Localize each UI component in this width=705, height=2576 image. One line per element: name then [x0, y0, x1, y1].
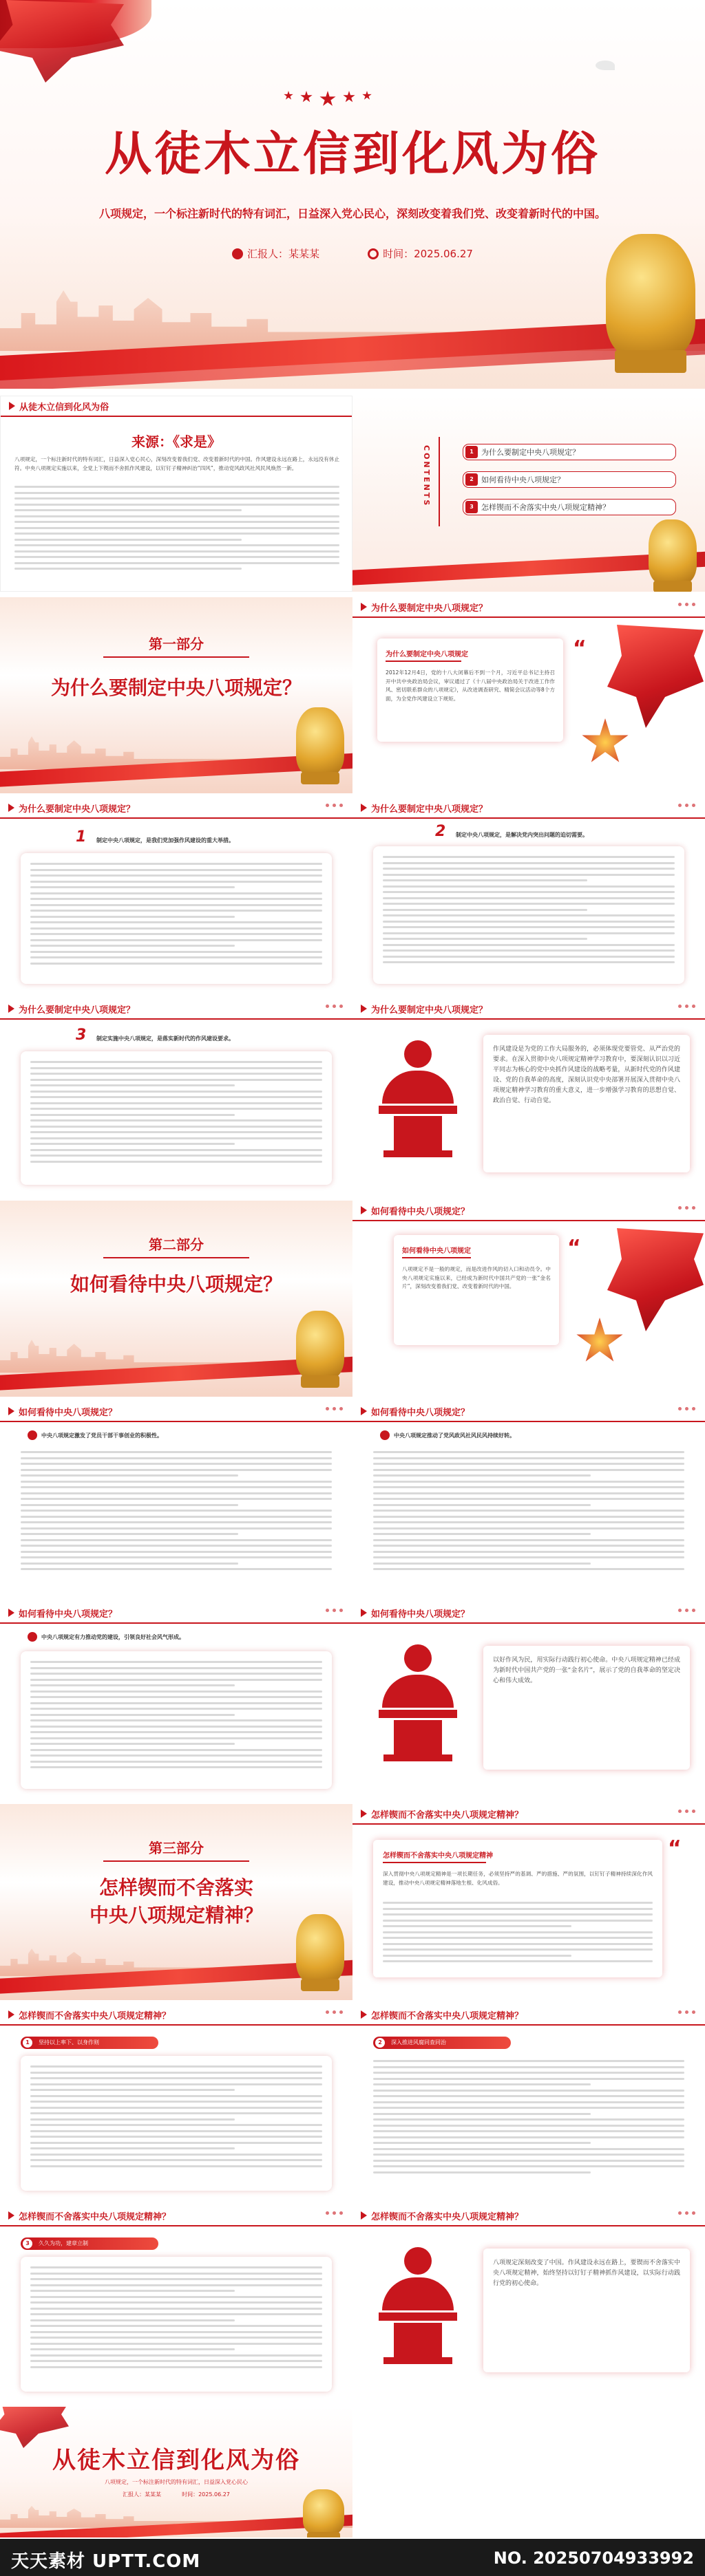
- part3-way1-slide: [0, 2005, 352, 2201]
- speaker-text-box: [483, 2248, 690, 2372]
- slide-header: 从徒木立信到化风为俗: [1, 396, 352, 417]
- part1-title: 为什么要制定中央八项规定？: [50, 676, 302, 699]
- end-title: 从徒木立信到化风为俗: [52, 2447, 300, 2474]
- intro-quote-box: [394, 1235, 559, 1345]
- slide-header: 如何看待中央八项规定？: [352, 1603, 705, 1624]
- cover-slide: [0, 0, 705, 389]
- part2-intro-slide: [352, 1201, 705, 1397]
- part2-view2-slide: [352, 1402, 705, 1598]
- part3-title-line2: 中央八项规定精神？: [89, 1904, 263, 1926]
- speaker-text: 八项规定深刻改变了中国。作风建设永远在路上，要锲而不舍落实中央八项规定精神，始终坚持以钉钉子精神抓作风建设，以实际行动践行党的初心使命。: [493, 2260, 680, 2287]
- speaker-podium-icon: [366, 1040, 470, 1161]
- part1-point1-slide: [0, 798, 352, 994]
- dove-decoration: [596, 61, 615, 70]
- point-body-text: [21, 1451, 332, 1582]
- stone-lion-image: [303, 2489, 344, 2535]
- box-title-line: [383, 1862, 486, 1863]
- point-heading: 制定中央八项规定，是我们党加强作风建设的重大举措。: [96, 837, 234, 844]
- point-body-text: [30, 1061, 322, 1177]
- source-title: 来源：《求是》: [131, 433, 221, 450]
- part3-kicker-line: [103, 1860, 249, 1862]
- point-number: 3: [76, 1027, 87, 1044]
- part1-kicker: 第一部分: [149, 636, 204, 652]
- stone-lion-image: [296, 1311, 344, 1380]
- point-number: 1: [76, 828, 87, 846]
- cover-subtitle: 八项规定，一个标注新时代的特有词汇，日益深入党心民心，深刻改变着我们党、改变着新时代的中国。: [98, 207, 606, 220]
- part1-kicker-line: [103, 656, 249, 658]
- part1-point3-slide: [0, 999, 352, 1195]
- point-pill: 1 坚持以上率下、以身作则: [21, 2037, 158, 2049]
- point-heading: 中央八项规定激发了党员干部干事创业的积极性。: [41, 1432, 162, 1439]
- point-body-text: [373, 1451, 684, 1582]
- bullet-icon: [380, 1430, 390, 1440]
- box-title-line: [386, 661, 461, 662]
- source-slide: [0, 396, 352, 592]
- speaker-text-box: [483, 1035, 690, 1172]
- box-body: 八项规定不是一般的规定，而是改进作风的切入口和动员令。中央八项规定实施以来，已经成为新时代中国共产党的一张“金名片”，深刻改变着我们党、改变着新时代的中国。: [402, 1266, 551, 1289]
- part3-way2-slide: [352, 2005, 705, 2201]
- intro-quote-box: [373, 1840, 662, 1977]
- slide-header: 为什么要制定中央八项规定？: [0, 999, 352, 1020]
- clock-icon: [368, 248, 379, 259]
- speaker-podium-icon: [366, 1644, 470, 1765]
- stone-lion-image: [296, 707, 344, 776]
- slide-header: 为什么要制定中央八项规定？: [352, 798, 705, 819]
- point-body-text: [30, 2065, 322, 2182]
- point-body-text: [30, 1661, 322, 1781]
- contents-divider: [439, 437, 440, 526]
- speaker-text-box: [483, 1646, 690, 1770]
- watermark-footer: [0, 2539, 705, 2576]
- point-body-text: [373, 2060, 684, 2191]
- point-heading: 中央八项规定推动了党风政风社风民风持续好转。: [394, 1432, 515, 1439]
- point-card: [21, 853, 332, 984]
- box-more-text: [383, 1902, 653, 1971]
- slide-header: 怎样锲而不舍落实中央八项规定精神？: [0, 2206, 352, 2226]
- box-title: 为什么要制定中央八项规定: [386, 651, 468, 658]
- contents-item-3[interactable]: 3 怎样锲而不舍落实中央八项规定精神？: [463, 499, 676, 515]
- stone-lion-image: [296, 1914, 344, 1983]
- point-pill: 2 深入推进风腐同查同治: [373, 2037, 511, 2049]
- gold-star-decoration: [576, 1318, 624, 1366]
- red-flag-decoration: [0, 0, 124, 83]
- box-title: 怎样锲而不舍落实中央八项规定精神: [383, 1852, 493, 1860]
- end-subtitle: 八项规定，一个标注新时代的特有词汇，日益深入党心民心: [105, 2479, 248, 2485]
- user-icon: [232, 248, 243, 259]
- point-card: [21, 1651, 332, 1789]
- speaker-text: 作风建设是为党的工作大局服务的，必须体现党要管党、从严治党的要求。在深入贯彻中央八项规定精神学习教育中，要深刻认识以习近平同志为核心的党中央抓作风建设的战略考量，从新时代党的作风建设、党的自我革命的高度，深刻认识党中央部署开展深入贯彻中央八项规定精神学习教育的重大意义，进一步增强学习教育的思想自觉、政治自觉、行动自觉。: [493, 1046, 680, 1104]
- part3-kicker: 第三部分: [149, 1840, 204, 1856]
- part3-intro-slide: [352, 1804, 705, 2000]
- part2-title: 如何看待中央八项规定？: [70, 1273, 282, 1296]
- speaker-text: 以好作风为民，用实际行动践行初心使命。中央八项规定精神已经成为新时代中国共产党的一张“金名片”，展示了党的自我革命的坚定决心和伟大成效。: [493, 1657, 680, 1684]
- part1-intro-slide: [352, 597, 705, 793]
- slide-header: 怎样锲而不舍落实中央八项规定精神？: [352, 2206, 705, 2226]
- slide-header: 如何看待中央八项规定？: [0, 1402, 352, 1422]
- part3-way3-slide: [0, 2206, 352, 2402]
- part3-title-line1: 怎样锲而不舍落实: [98, 1876, 253, 1899]
- box-body: 深入贯彻中央八项规定精神是一项长期任务，必须坚持严的基调、严的措施、严的氛围，以钉钉子精神持续深化作风建设，推动中央八项规定精神落地生根、化风成俗。: [383, 1871, 653, 1886]
- time-label: 时间：2025.06.27: [368, 246, 473, 261]
- intro-quote-box: [377, 638, 563, 742]
- point-card: [21, 2257, 332, 2392]
- box-title: 如何看待中央八项规定: [402, 1247, 471, 1255]
- part2-title-slide: [0, 1201, 352, 1397]
- part2-view3-slide: [0, 1603, 352, 1799]
- contents-slide: [352, 396, 705, 592]
- title-stars: [284, 91, 372, 107]
- gold-star-decoration: [581, 718, 629, 766]
- contents-label: CONTENTS: [422, 445, 431, 508]
- point-heading: 中央八项规定有力推动党的建设，引领良好社会风气形成。: [41, 1634, 185, 1640]
- part1-title-slide: [0, 597, 352, 793]
- end-slide: [0, 2407, 352, 2537]
- contents-item-2[interactable]: 2 如何看待中央八项规定？: [463, 471, 676, 488]
- point-body-text: [30, 863, 322, 976]
- point-body-text: [383, 856, 675, 976]
- source-intro: 八项规定，一个标注新时代的特有词汇，日益深入党心民心，深刻改变着我们党、改变着新时代的中国。作风建设永远在路上，永远没有休止符。中央八项规定实施以来，全党上下锲而不舍抓作风建设，以钉钉子精神纠治“四风”，推动党风政风社风民风焕然一新。: [14, 456, 339, 471]
- cover-meta: [0, 246, 705, 261]
- footer-number: NO. 20250704933992: [493, 2548, 694, 2568]
- slide-header: 如何看待中央八项规定？: [0, 1603, 352, 1624]
- box-title-line: [402, 1257, 471, 1258]
- part2-speaker-slide: [352, 1603, 705, 1799]
- part3-speaker-slide: [352, 2206, 705, 2402]
- red-flag-decoration: [607, 625, 704, 728]
- slide-header: 为什么要制定中央八项规定？: [352, 999, 705, 1020]
- quote-mark: “: [573, 636, 587, 661]
- bullet-icon: [28, 1632, 37, 1642]
- point-heading: 制定中央八项规定，是解决党内突出问题的迫切需要。: [456, 832, 588, 838]
- slide-header: 如何看待中央八项规定？: [352, 1402, 705, 1422]
- box-body: 2012年12月4日，党的十八大闭幕后不到一个月，习近平总书记主持召开中共中央政治局会议，审议通过了《十八届中央政治局关于改进工作作风、密切联系群众的八项规定》，从改进调查研究、精简会议活动等8个方面，为全党作风建设立下规矩。: [386, 669, 555, 702]
- part2-view1-slide: [0, 1402, 352, 1598]
- point-card: [21, 1051, 332, 1185]
- speaker-podium-icon: [366, 2247, 470, 2368]
- quote-mark: “: [567, 1236, 581, 1260]
- part1-point2-slide: [352, 798, 705, 994]
- reporter-label: 汇报人：某某某: [232, 246, 319, 261]
- quote-mark: “: [668, 1836, 682, 1860]
- stone-lion-image: [606, 234, 695, 358]
- stone-lion-image: [649, 519, 697, 585]
- slide-header: 为什么要制定中央八项规定？: [0, 798, 352, 819]
- point-card: [373, 846, 684, 984]
- reporter-label: 汇报人：某某某: [123, 2491, 162, 2498]
- bullet-icon: [28, 1430, 37, 1440]
- point-pill: 3 久久为功，建章立制: [21, 2237, 158, 2250]
- red-flag-decoration: [607, 1228, 704, 1331]
- slide-header: 怎样锲而不舍落实中央八项规定精神？: [352, 1804, 705, 1825]
- time-label: 时间：2025.06.27: [182, 2491, 230, 2498]
- slide-header: 怎样锲而不舍落实中央八项规定精神？: [352, 2005, 705, 2026]
- part1-speaker-slide: [352, 999, 705, 1195]
- slide-header: 如何看待中央八项规定？: [352, 1201, 705, 1221]
- cover-title: 从徒木立信到化风为俗: [104, 127, 600, 182]
- point-number: 2: [435, 823, 446, 840]
- point-heading: 制定实施中央八项规定，是落实新时代的作风建设要求。: [96, 1035, 234, 1042]
- contents-item-1[interactable]: 1 为什么要制定中央八项规定？: [463, 444, 676, 460]
- part3-title-slide: [0, 1804, 352, 2000]
- part2-kicker-line: [103, 1257, 249, 1258]
- footer-brand: 天天素材 UPTT.COM: [11, 2551, 201, 2572]
- part2-kicker: 第二部分: [149, 1236, 204, 1253]
- point-body-text: [30, 2266, 322, 2383]
- point-card: [21, 2056, 332, 2191]
- slide-header: 为什么要制定中央八项规定？: [352, 597, 705, 618]
- slide-header: 怎样锲而不舍落实中央八项规定精神？: [0, 2005, 352, 2026]
- source-body-text: [14, 486, 339, 582]
- end-meta: [0, 2491, 352, 2498]
